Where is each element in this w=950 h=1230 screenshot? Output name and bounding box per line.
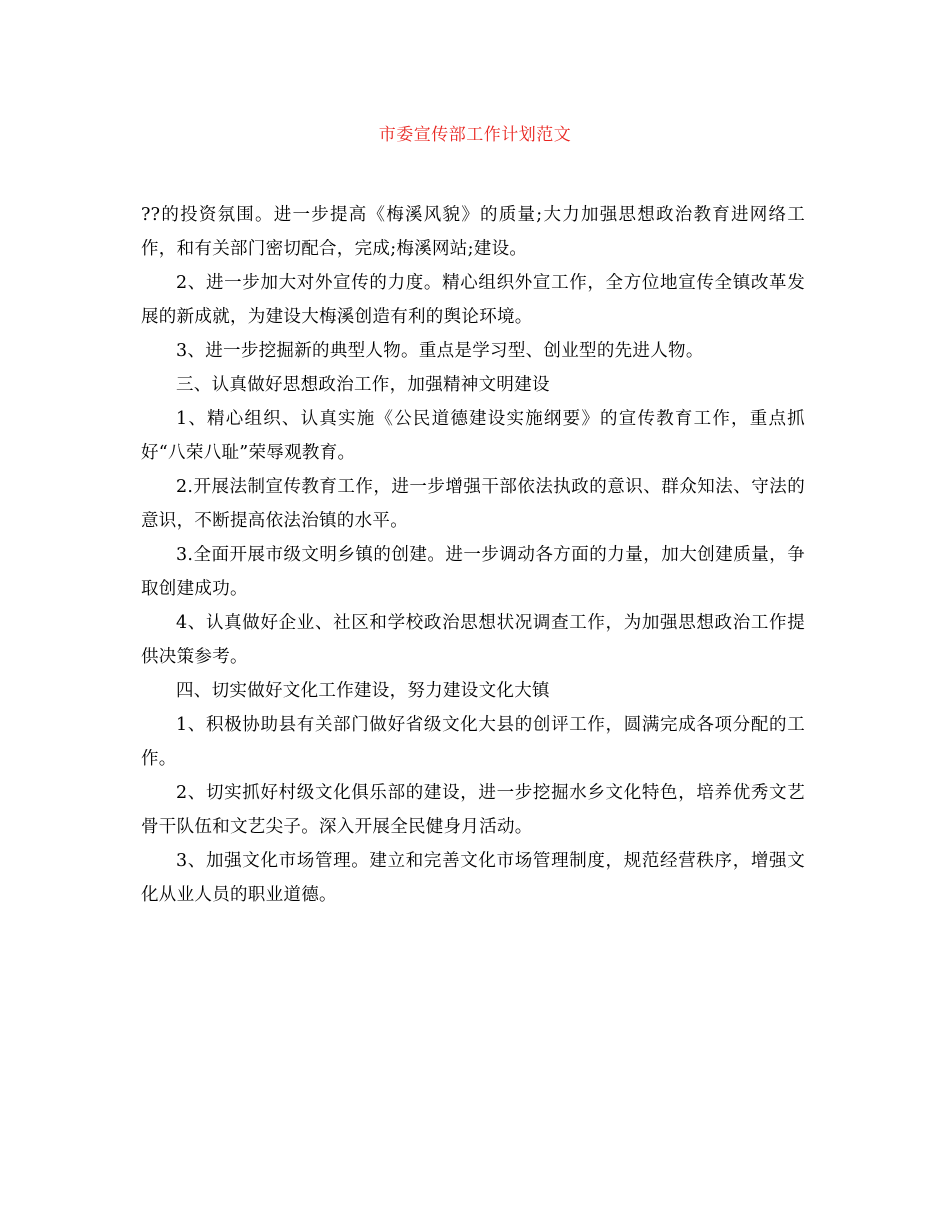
paragraph-3: 3、进一步挖掘新的典型人物。重点是学习型、创业型的先进人物。 (176, 341, 704, 361)
section-heading-4: 四、切实做好文化工作建设，努力建设文化大镇 (176, 681, 550, 701)
paragraph-1: ??的投资氛围。进一步提高《梅溪风貌》的质量;大力加强思想政治教育进网络工作，和有关部门密切配合，完成;梅溪网站;建设。 (141, 205, 805, 259)
paragraph-8: 4、认真做好企业、社区和学校政治思想状况调查工作，为加强思想政治工作提供决策参考。 (141, 613, 805, 667)
paragraph-12: 3、加强文化市场管理。建立和完善文化市场管理制度，规范经营秩序，增强文化从业人员的职业道德。 (141, 851, 805, 905)
paragraph-7: 3.全面开展市级文明乡镇的创建。进一步调动各方面的力量，加大创建质量，争取创建成功。 (141, 545, 805, 599)
document-body (141, 198, 805, 912)
paragraph-2: 2、进一步加大对外宣传的力度。精心组织外宣工作，全方位地宣传全镇改革发展的新成就，为建设大梅溪创造有利的舆论环境。 (141, 273, 805, 327)
section-heading-3: 三、认真做好思想政治工作，加强精神文明建设 (176, 375, 550, 395)
paragraph-10: 1、积极协助县有关部门做好省级文化大县的创评工作，圆满完成各项分配的工作。 (141, 715, 805, 769)
paragraph-6: 2.开展法制宣传教育工作，进一步增强干部依法执政的意识、群众知法、守法的意识，不断提高依法治镇的水平。 (141, 477, 805, 531)
paragraph-5: 1、精心组织、认真实施《公民道德建设实施纲要》的宣传教育工作，重点抓好“八荣八耻”荣辱观教育。 (141, 409, 805, 463)
paragraph-11: 2、切实抓好村级文化俱乐部的建设，进一步挖掘水乡文化特色，培养优秀文艺骨干队伍和文艺尖子。深入开展全民健身月活动。 (141, 783, 805, 837)
document-title: 市委宣传部工作计划范文 (378, 125, 572, 145)
